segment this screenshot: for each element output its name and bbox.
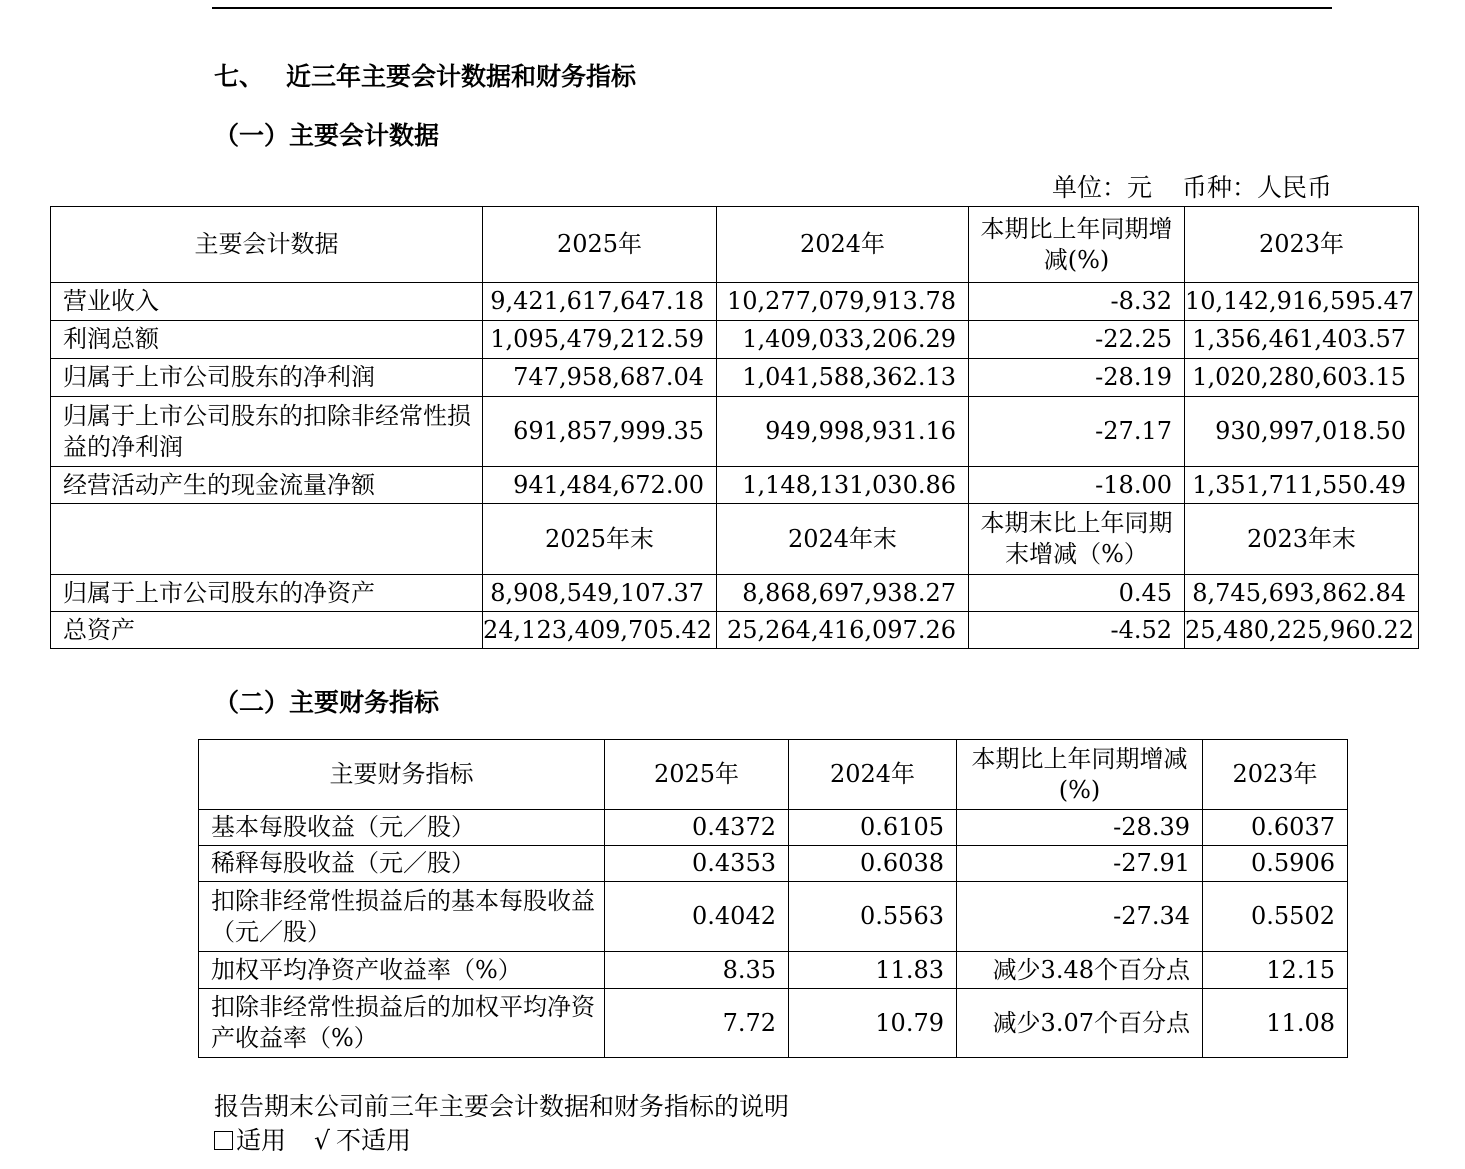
header-cell: 2025年 xyxy=(605,740,789,810)
value-cell: 1,020,280,603.15 xyxy=(1185,359,1419,397)
change-cell: -22.25 xyxy=(969,321,1185,359)
value-cell: 0.6105 xyxy=(789,810,957,846)
value-cell: 949,998,931.16 xyxy=(717,397,969,467)
table-row xyxy=(199,952,1348,989)
unit-currency-line xyxy=(1052,172,1332,204)
value-cell: 25,264,416,097.26 xyxy=(717,612,969,649)
value-cell: 0.5502 xyxy=(1203,882,1348,952)
change-cell: 减少3.07个百分点 xyxy=(957,989,1203,1058)
value-cell: 24,123,409,705.42 xyxy=(483,612,717,649)
section-title: 近三年主要会计数据和财务指标 xyxy=(286,62,637,91)
header-cell: 本期末比上年同期末增减（%） xyxy=(969,504,1185,575)
header-cell: 2024年 xyxy=(789,740,957,810)
table-row xyxy=(199,810,1348,846)
value-cell: 1,148,131,030.86 xyxy=(717,467,969,504)
top-rule xyxy=(212,7,1332,9)
value-cell: 0.4372 xyxy=(605,810,789,846)
row-label: 基本每股收益（元／股） xyxy=(199,810,605,846)
header-cell: 2024年末 xyxy=(717,504,969,575)
value-cell: 941,484,672.00 xyxy=(483,467,717,504)
table-header-row xyxy=(199,740,1348,810)
change-cell: -28.39 xyxy=(957,810,1203,846)
change-cell: -8.32 xyxy=(969,283,1185,321)
value-cell: 12.15 xyxy=(1203,952,1348,989)
table-row xyxy=(51,575,1419,612)
checkbox-empty-icon[interactable] xyxy=(214,1131,233,1150)
accounting-subtitle: （一）主要会计数据 xyxy=(214,121,440,150)
value-cell: 10,277,079,913.78 xyxy=(717,283,969,321)
financial-subtitle: （二）主要财务指标 xyxy=(214,688,440,717)
header-cell xyxy=(51,504,483,575)
change-cell: -4.52 xyxy=(969,612,1185,649)
row-label: 归属于上市公司股东的扣除非经常性损益的净利润 xyxy=(51,397,483,467)
header-cell: 主要会计数据 xyxy=(51,207,483,283)
value-cell: 8,745,693,862.84 xyxy=(1185,575,1419,612)
change-cell: -18.00 xyxy=(969,467,1185,504)
row-label: 利润总额 xyxy=(51,321,483,359)
value-cell: 1,356,461,403.57 xyxy=(1185,321,1419,359)
checkmark-icon: √ xyxy=(314,1126,330,1155)
row-label: 稀释每股收益（元／股） xyxy=(199,846,605,882)
row-label: 扣除非经常性损益后的加权平均净资产收益率（%） xyxy=(199,989,605,1058)
value-cell: 691,857,999.35 xyxy=(483,397,717,467)
table-row xyxy=(51,467,1419,504)
change-cell: -27.17 xyxy=(969,397,1185,467)
value-cell: 1,409,033,206.29 xyxy=(717,321,969,359)
header-cell: 2025年 xyxy=(483,207,717,283)
value-cell: 10,142,916,595.47 xyxy=(1185,283,1419,321)
value-cell: 1,041,588,362.13 xyxy=(717,359,969,397)
table-row xyxy=(51,283,1419,321)
header-cell: 2023年末 xyxy=(1185,504,1419,575)
value-cell: 10.79 xyxy=(789,989,957,1058)
option-not-applicable[interactable] xyxy=(286,1125,411,1157)
change-cell: -27.91 xyxy=(957,846,1203,882)
row-label: 归属于上市公司股东的净利润 xyxy=(51,359,483,397)
header-cell: 本期比上年同期增减(%) xyxy=(957,740,1203,810)
table-row xyxy=(199,846,1348,882)
change-cell: 0.45 xyxy=(969,575,1185,612)
value-cell: 0.5563 xyxy=(789,882,957,952)
value-cell: 747,958,687.04 xyxy=(483,359,717,397)
value-cell: 0.6038 xyxy=(789,846,957,882)
header-cell: 本期比上年同期增减(%) xyxy=(969,207,1185,283)
header-cell: 2023年 xyxy=(1203,740,1348,810)
value-cell: 1,095,479,212.59 xyxy=(483,321,717,359)
value-cell: 8,868,697,938.27 xyxy=(717,575,969,612)
row-label: 归属于上市公司股东的净资产 xyxy=(51,575,483,612)
table-row xyxy=(199,989,1348,1058)
value-cell: 0.6037 xyxy=(1203,810,1348,846)
table-row xyxy=(51,612,1419,649)
option-applicable-label: 适用 xyxy=(236,1126,287,1155)
currency-label: 币种：人民币 xyxy=(1181,173,1332,202)
table-header-row xyxy=(51,207,1419,283)
header-cell: 2023年 xyxy=(1185,207,1419,283)
change-cell: -28.19 xyxy=(969,359,1185,397)
value-cell: 11.83 xyxy=(789,952,957,989)
change-cell: -27.34 xyxy=(957,882,1203,952)
value-cell: 7.72 xyxy=(605,989,789,1058)
table-row xyxy=(51,321,1419,359)
value-cell: 25,480,225,960.22 xyxy=(1185,612,1419,649)
row-label: 加权平均净资产收益率（%） xyxy=(199,952,605,989)
row-label: 营业收入 xyxy=(51,283,483,321)
header-cell: 2024年 xyxy=(717,207,969,283)
table-subheader-row xyxy=(51,504,1419,575)
value-cell: 0.5906 xyxy=(1203,846,1348,882)
value-cell: 0.4042 xyxy=(605,882,789,952)
section-heading xyxy=(214,61,636,93)
option-not-applicable-label: 不适用 xyxy=(335,1126,411,1155)
accounting-data-table xyxy=(50,206,1419,649)
value-cell: 9,421,617,647.18 xyxy=(483,283,717,321)
value-cell: 1,351,711,550.49 xyxy=(1185,467,1419,504)
value-cell: 0.4353 xyxy=(605,846,789,882)
value-cell: 8.35 xyxy=(605,952,789,989)
value-cell: 11.08 xyxy=(1203,989,1348,1058)
row-label: 经营活动产生的现金流量净额 xyxy=(51,467,483,504)
financial-indicators-table xyxy=(198,739,1348,1058)
header-cell: 主要财务指标 xyxy=(199,740,605,810)
unit-label: 单位：元 xyxy=(1051,173,1152,202)
table-row xyxy=(51,359,1419,397)
row-label: 扣除非经常性损益后的基本每股收益（元／股） xyxy=(199,882,605,952)
row-label: 总资产 xyxy=(51,612,483,649)
value-cell: 930,997,018.50 xyxy=(1185,397,1419,467)
option-applicable[interactable] xyxy=(214,1125,286,1157)
table-row xyxy=(199,882,1348,952)
change-cell: 减少3.48个百分点 xyxy=(957,952,1203,989)
explanation-note: 报告期末公司前三年主要会计数据和财务指标的说明 xyxy=(214,1092,790,1121)
value-cell: 8,908,549,107.37 xyxy=(483,575,717,612)
applicability-options xyxy=(214,1125,411,1157)
table-row xyxy=(51,397,1419,467)
header-cell: 2025年末 xyxy=(483,504,717,575)
section-number: 七、 xyxy=(214,62,265,91)
